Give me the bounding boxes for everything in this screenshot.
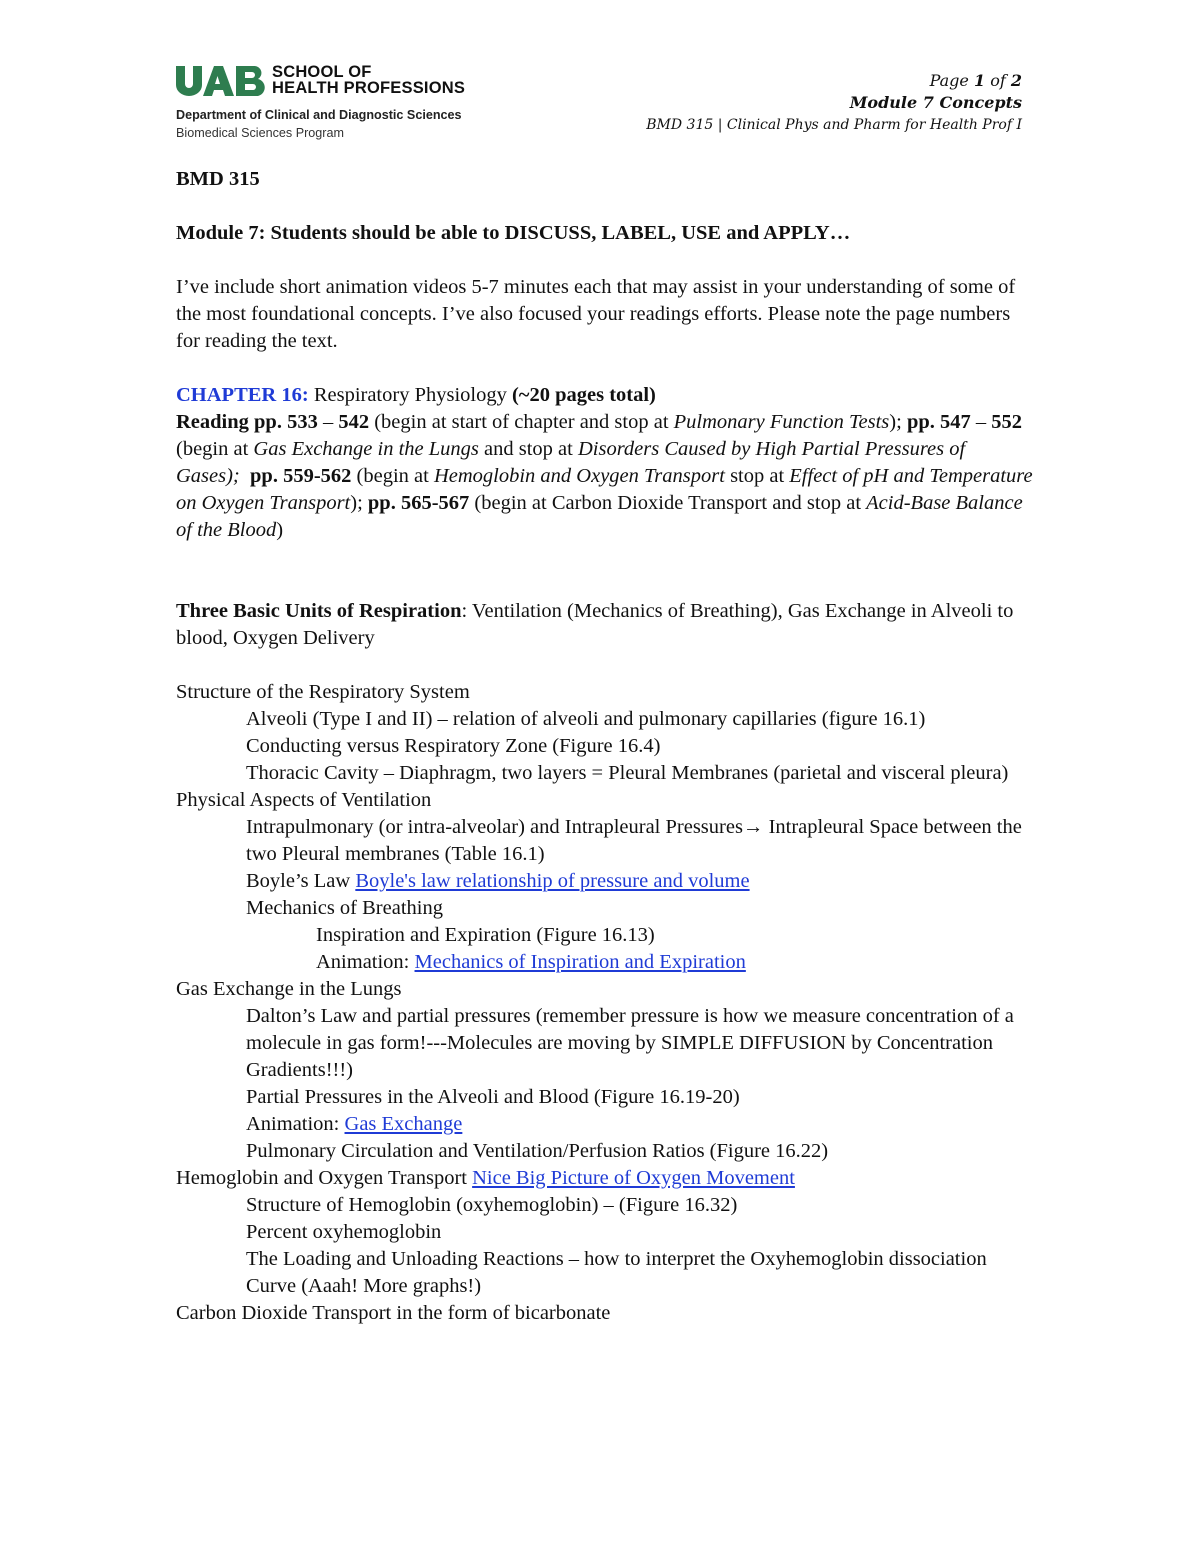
chapter-heading (176, 382, 1036, 409)
reading-2-begin: Gas Exchange in the Lungs (253, 438, 479, 460)
outline-item: Dalton’s Law and partial pressures (remember pressure is how we measure concentration of a molecule in gas form!---Molecules are moving by SIMPLE DIFFUSION by Concentration Gradients!!!) (246, 1005, 1014, 1081)
reading-4-close: ) (276, 519, 284, 541)
document-body (176, 166, 1036, 1327)
intrapleural-text: Intrapleural Space between the two Pleural membranes (Table 16.1) (246, 816, 1022, 865)
outline-item (176, 1111, 1036, 1138)
school-name (272, 64, 465, 96)
intrapulmonary-text: Intrapulmonary (or intra-alveolar) and Intrapleural Pressures (246, 816, 743, 838)
boyle-law-link[interactable]: Boyle's law relationship of pressure and volume (355, 870, 750, 892)
reading-1-start: Reading pp. 533 (176, 411, 318, 433)
hemoglobin-label: Hemoglobin and Oxygen Transport (176, 1167, 473, 1189)
basic-units-text: : Ventilation (Mechanics of Breathing), Gas Exchange in Alveoli to blood, Oxygen Delivery (176, 600, 1014, 649)
basic-units (176, 598, 1036, 652)
reading-2-mid: and stop at (478, 438, 578, 460)
outline-item: Physical Aspects of Ventilation (176, 789, 432, 811)
outline-item (176, 1165, 1036, 1192)
reading-3-stop: Effect of pH and Temperature on Oxygen Transport (176, 465, 1033, 514)
boyle-label: Boyle’s Law (246, 870, 356, 892)
outline-item (176, 814, 1036, 868)
animation-label: Animation: (246, 1113, 345, 1135)
program-name: Biomedical Sciences Program (176, 126, 344, 140)
course-title: BMD 315 | Clinical Phys and Pharm for Health Prof I (646, 117, 1022, 133)
oxygen-movement-link[interactable]: Nice Big Picture of Oxygen Movement (472, 1167, 795, 1189)
basic-units-label: Three Basic Units of Respiration (176, 600, 462, 622)
reading-4-stop: Acid-Base Balance of the Blood (176, 492, 1023, 541)
reading-1-end: 542 (338, 411, 370, 433)
outline-item: The Loading and Unloading Reactions – how to interpret the Oxyhemoglobin dissociation Curve (Aaah! More graphs!) (246, 1248, 987, 1297)
reading-4-desc: (begin at Carbon Dioxide Transport and stop at (469, 492, 867, 514)
outline-item: Carbon Dioxide Transport in the form of bicarbonate (176, 1302, 611, 1324)
page-current: 1 (973, 71, 986, 90)
reading-1-dash: – (317, 411, 339, 433)
intro-paragraph: I’ve include short animation videos 5-7 minutes each that may assist in your understanding of some of the most foundational concepts. I’ve also focused your readings efforts. Please note the page numbers for reading the text. (176, 276, 1016, 352)
chapter-pages-total: (~20 pages total) (511, 384, 656, 406)
reading-2-dash: – (970, 411, 992, 433)
uab-logo-icon (176, 66, 268, 96)
outline-item: Gas Exchange in the Lungs (176, 978, 402, 1000)
module-title: Module 7 Concepts (849, 93, 1022, 112)
reading-2-end: 552 (991, 411, 1023, 433)
reading-3-begin: Hemoglobin and Oxygen Transport (433, 465, 725, 487)
outline-item: Percent oxyhemoglobin (246, 1221, 442, 1243)
outline-item: Structure of Hemoglobin (oxyhemoglobin) – (Figure 16.32) (246, 1194, 738, 1216)
outline-item (176, 868, 1036, 895)
mechanics-animation-link[interactable]: Mechanics of Inspiration and Expiration (414, 951, 746, 973)
school-line-1: SCHOOL OF (272, 63, 372, 81)
outline-item: Pulmonary Circulation and Ventilation/Perfusion Ratios (Figure 16.22) (246, 1140, 829, 1162)
outline-item (176, 949, 1036, 976)
page-number (646, 70, 1022, 92)
reading-3-mid: stop at (724, 465, 790, 487)
reading-2-desc: (begin at (176, 438, 254, 460)
page-of: of (985, 71, 1011, 90)
arrow-right-icon: → (742, 816, 764, 838)
reading-2-start: pp. 547 (906, 411, 971, 433)
outline-item: Inspiration and Expiration (Figure 16.13) (316, 924, 655, 946)
course-code (176, 166, 1036, 193)
letterhead (176, 64, 506, 144)
outline-item: Thoracic Cavity – Diaphragm, two layers = Pleural Membranes (parietal and visceral pleura) (246, 762, 1009, 784)
reading-2-stop: Disorders Caused by High Partial Pressures of Gases); (176, 438, 966, 487)
outline-item: Alveoli (Type I and II) – relation of alveoli and pulmonary capillaries (figure 16.1) (246, 708, 926, 730)
chapter-label: CHAPTER 16: (176, 384, 309, 406)
chapter-title: Respiratory Physiology (308, 384, 512, 406)
page-prefix: Page (929, 71, 974, 90)
outline-item: Partial Pressures in the Alveoli and Blood (Figure 16.19-20) (246, 1086, 740, 1108)
reading-1-desc: (begin at start of chapter and stop at (369, 411, 674, 433)
reading-assignment (176, 409, 1036, 544)
page-header (646, 70, 1022, 136)
reading-3-range: pp. 559-562 (250, 465, 352, 487)
animation-label: Animation: (316, 951, 415, 973)
outline-item: Conducting versus Respiratory Zone (Figure 16.4) (246, 735, 661, 757)
page-total: 2 (1010, 71, 1022, 90)
school-line-2: HEALTH PROFESSIONS (272, 79, 466, 97)
department-name: Department of Clinical and Diagnostic Sciences (176, 108, 462, 122)
reading-1-stop: Pulmonary Function Tests (673, 411, 890, 433)
reading-4-range: pp. 565-567 (367, 492, 470, 514)
reading-1-close: ); (889, 411, 902, 433)
outline-item: Mechanics of Breathing (246, 897, 443, 919)
outline-item: Structure of the Respiratory System (176, 681, 470, 703)
learning-objective (176, 220, 1036, 247)
course-code-text: BMD 315 (176, 168, 260, 190)
reading-3-close: ); (350, 492, 363, 514)
gas-exchange-animation-link[interactable]: Gas Exchange (344, 1113, 463, 1135)
objective-text: Module 7: Students should be able to DISCUSS, LABEL, USE and APPLY… (176, 222, 851, 244)
reading-3-desc: (begin at (351, 465, 434, 487)
